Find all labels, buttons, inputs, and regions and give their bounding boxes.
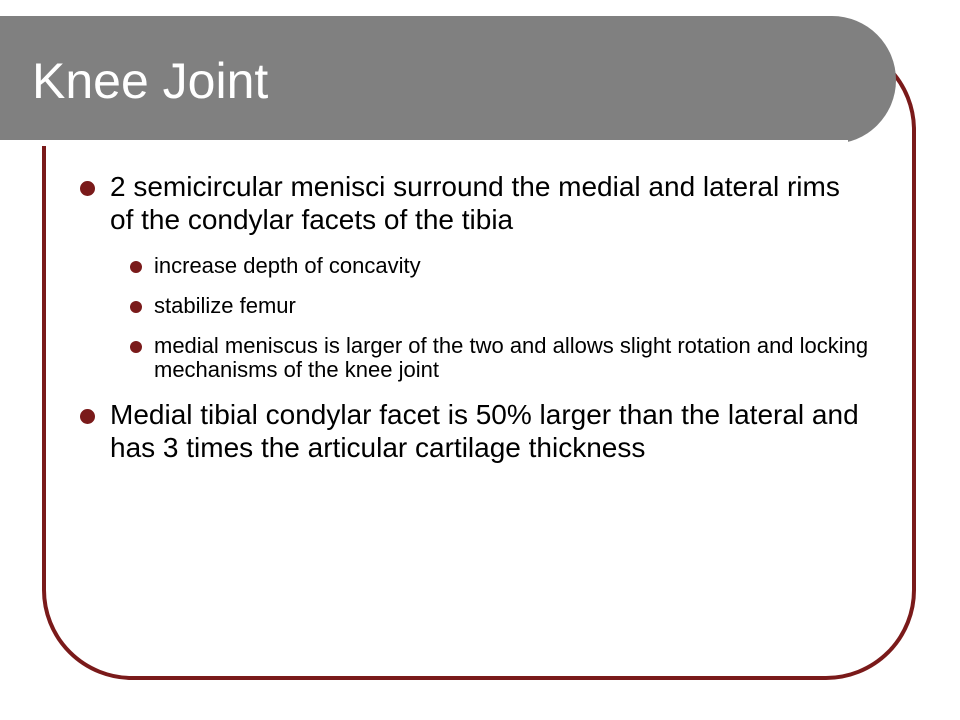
sub-bullet-item: [130, 334, 870, 382]
sub-bullet-list: [110, 254, 870, 382]
sub-bullet-text: stabilize femur: [154, 293, 296, 318]
title-underline: [0, 140, 848, 146]
slide-title: Knee Joint: [32, 53, 269, 109]
sub-bullet-text: medial meniscus is larger of the two and allows slight rotation and locking mechanisms of the knee joint: [154, 333, 869, 382]
bullet-text: 2 semicircular menisci surround the medial and lateral rims of the condylar facets of the tibia: [110, 171, 840, 235]
bullet-item: [80, 398, 870, 464]
slide-body: [80, 170, 870, 474]
bullet-list: [80, 170, 870, 464]
sub-bullet-item: [130, 254, 870, 278]
title-banner: [0, 16, 896, 144]
sub-bullet-item: [130, 294, 870, 318]
bullet-item: [80, 170, 870, 382]
sub-bullet-text: increase depth of concavity: [154, 253, 421, 278]
bullet-text: Medial tibial condylar facet is 50% larger than the lateral and has 3 times the articular cartilage thickness: [110, 399, 859, 463]
